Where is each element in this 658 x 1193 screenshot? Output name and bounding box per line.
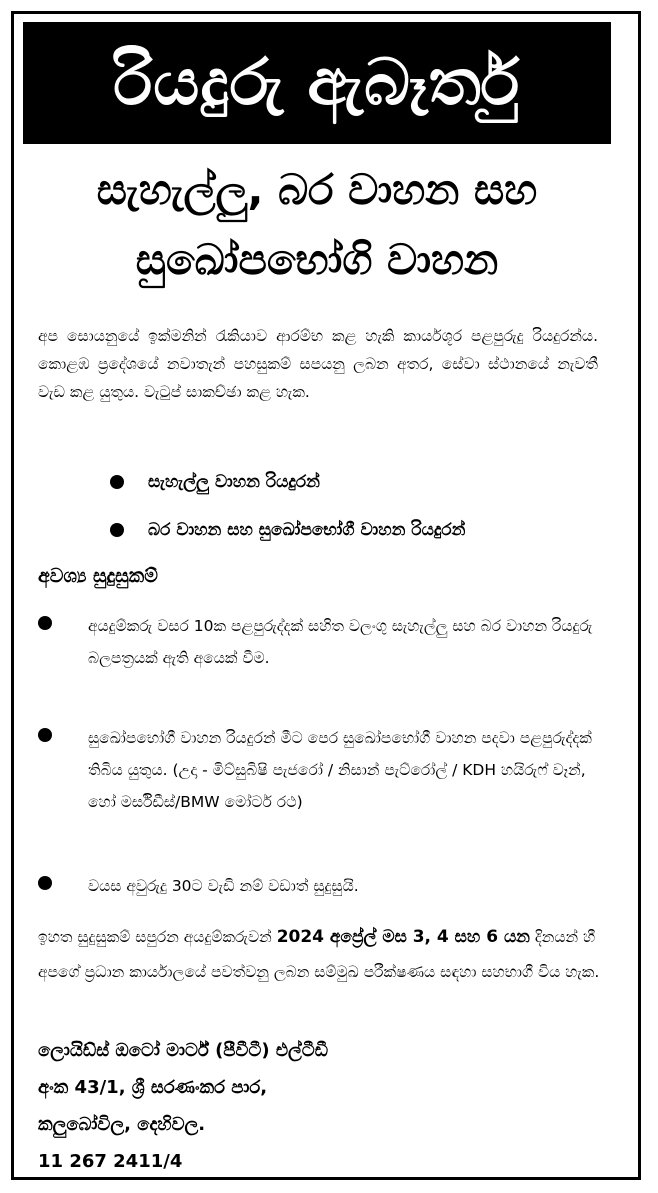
requirement-item xyxy=(38,610,618,674)
company-name: ලොයිඩ්ස් ඔටෝ මාර්ට් (පීවීටී) එල්ටීඩී xyxy=(38,1040,329,1061)
phone-number: 11 267 2411/4 xyxy=(38,1151,183,1172)
bullet-icon xyxy=(110,523,124,537)
bullet-icon xyxy=(38,876,52,890)
closing-paragraph xyxy=(38,920,618,990)
requirements-heading: අවශ්‍ය සුදුසුකම් xyxy=(38,565,158,587)
ad-title: රියදුරු ඇබෑර්තු xyxy=(23,22,611,144)
position-item xyxy=(110,520,466,540)
bullet-icon xyxy=(38,728,52,742)
bullet-icon xyxy=(38,616,52,630)
position-label: බර වාහන සහ සුඛෝපභෝගී වාහන රියදුරන් xyxy=(148,520,466,540)
requirement-item xyxy=(38,722,618,818)
company-contact xyxy=(38,1032,328,1180)
address-line-2: කලුබෝවිල, දෙහිවල. xyxy=(38,1114,206,1135)
requirement-text: අයදුම්කරු වසර 10ක පළපුරුද්දක් සහිත වලංගු සැහැල්ලු සහ බර වාහන රියදුරු බලපත්‍රයක් ඇති අයෙක් වීම. xyxy=(88,617,593,667)
subtitle-line-2: සුඛෝපභෝගි වාහන xyxy=(135,235,499,284)
requirement-item xyxy=(38,870,618,902)
subtitle-line-1: සැහැල්ලු, බර වාහන සහ xyxy=(96,165,538,214)
closing-text-end: දිනයන් හී අපගේ ප්‍රධාන කාර්යාලයේ පවත්වනු ලබන සම්මුඛ පරීක්ෂණය සඳහා සහභාගී විය හැක. xyxy=(38,928,600,981)
position-item xyxy=(110,472,320,492)
requirement-text: වයස අවුරුදු 30ට වැඩි නම් වඩාත් සුදුසුයි. xyxy=(88,877,359,895)
position-label: සැහැල්ලු වාහන රියදුරන් xyxy=(148,472,320,492)
bullet-icon xyxy=(110,475,124,489)
interview-dates: 2024 අප්‍රේල් මස 3, 4 සහ 6 යන xyxy=(276,927,530,947)
address-line-1: අංක 43/1, ශ්‍රී සරණංකර පාර, xyxy=(38,1077,268,1098)
intro-paragraph: අප සොයනුයේ ඉක්මනින් රැකියාව ආරම්භ කළ හැකි කාර්යශූර පළපුරුදු රියදුරන්ය. කොළඹ ප්‍රදේශයේ නවාතැන් පහසුකම් සපයනු ලබන අතර, සේවා ස්ථානයේ නැවතී වැඩ කළ යුතුය. වැටුප් සාකච්ඡා කළ හැක. xyxy=(38,327,598,401)
requirement-text: සුඛෝපභෝගී වාහන රියදුරන් මීට පෙර සුඛෝපභෝගී වාහන පදවා පළපුරුද්දක් තිබිය යුතුය. (උදා - මිට්සුබිෂි පැජරෝ / නිසාන් පැට්රෝල් / KDH හයිරුෆ් වෑන්, හෝ මර්සිඩීස්/BMW මෝටර් රථ) xyxy=(88,729,592,811)
closing-text-start: ඉහත සුදුසුකම් සපුරන අයදුම්කරුවන් xyxy=(38,928,277,946)
